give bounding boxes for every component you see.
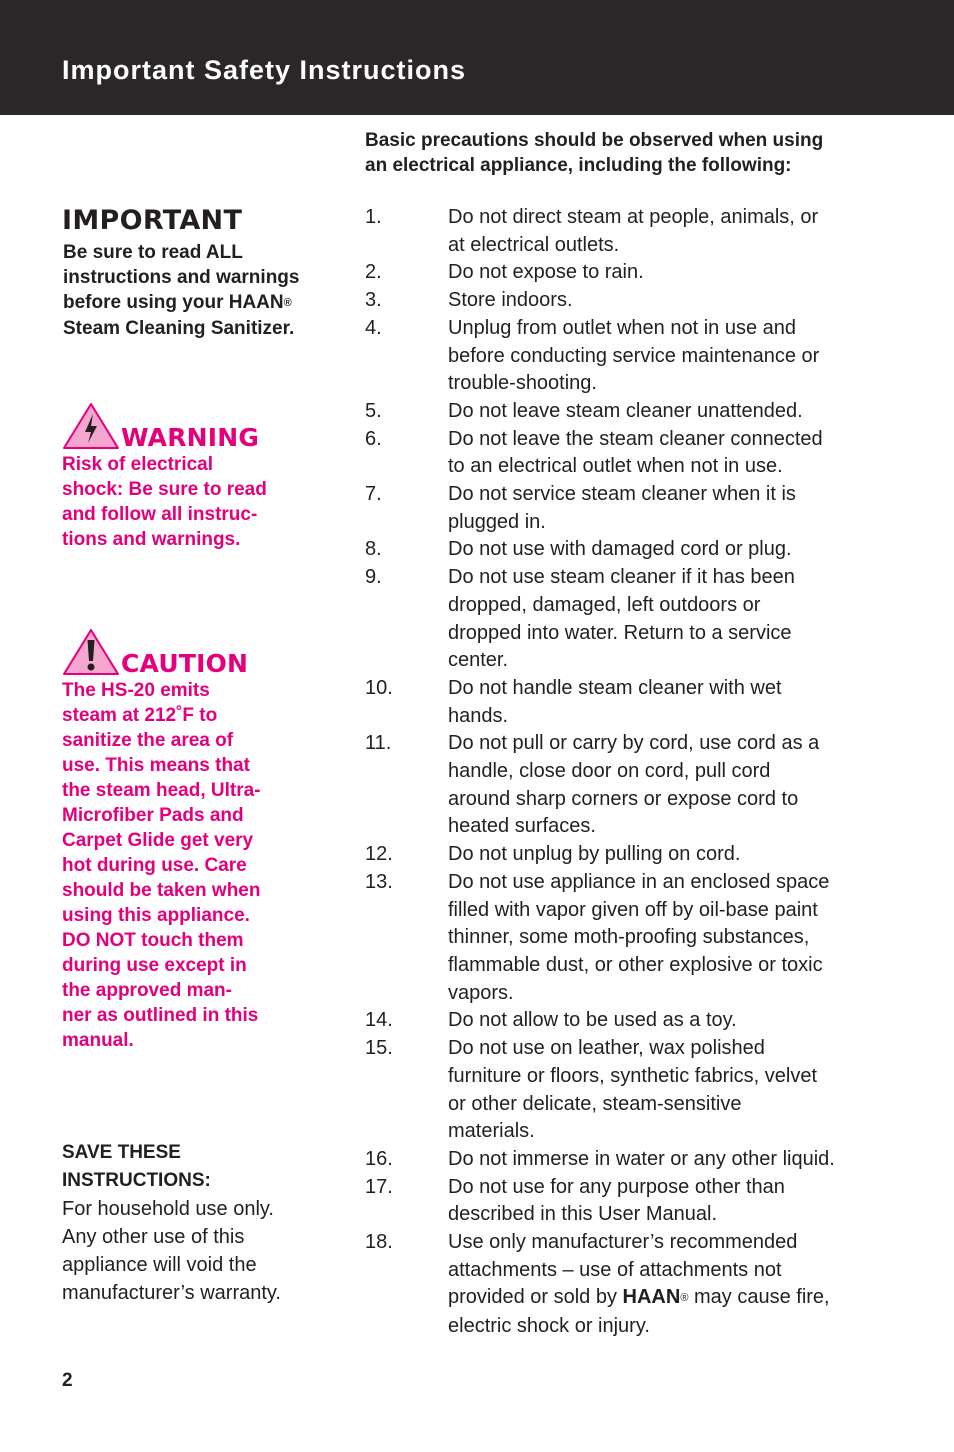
- item-number: 12.: [365, 843, 393, 866]
- list-item: [365, 398, 905, 426]
- header-bar: [0, 0, 954, 115]
- save-title: SAVE THESE INSTRUCTIONS:: [62, 1142, 211, 1191]
- item-text-post: may cause fire, electric shock or injury.: [448, 1286, 830, 1338]
- item-text: Do not expose to rain.: [448, 261, 644, 284]
- list-item: [365, 841, 905, 869]
- save-instructions-block: [62, 1139, 342, 1307]
- item-text: Do not leave steam cleaner unattended.: [448, 399, 803, 422]
- item-number: 11.: [365, 732, 392, 755]
- item-number: 14.: [365, 1009, 393, 1032]
- item-number: 4.: [365, 316, 382, 339]
- item-text: Do not use appliance in an enclosed space filled with vapor given off by oil-base paint thinner, some moth-proofing substances, flammable dust, or other explosive or toxic vapors.: [448, 870, 830, 1004]
- registered-mark: ®: [680, 1292, 689, 1305]
- exclamation-triangle-icon: [62, 628, 120, 676]
- item-text: Do not immerse in water or any other liquid.: [448, 1147, 835, 1170]
- item-text: Do not pull or carry by cord, use cord as a handle, close door on cord, pull cord around sharp corners or expose cord to heated surfaces.: [448, 732, 820, 838]
- important-line-1: Be sure to read ALL: [63, 242, 243, 263]
- list-item: [365, 287, 905, 315]
- save-text: For household use only. Any other use of this appliance will void the manufacturer’s warranty.: [62, 1198, 281, 1304]
- precautions-column: [365, 128, 905, 1338]
- caution-block: [62, 628, 332, 1053]
- caution-title: CAUTION: [121, 649, 249, 678]
- list-item: [365, 1007, 905, 1035]
- list-item: [365, 730, 905, 841]
- item-text: Do not handle steam cleaner with wet hands.: [448, 676, 782, 727]
- list-item: [365, 536, 905, 564]
- item-number: 9.: [365, 566, 382, 589]
- item-text: Unplug from outlet when not in use and before conducting service maintenance or trouble-shooting.: [448, 316, 820, 395]
- item-text: Do not direct steam at people, animals, or at electrical outlets.: [448, 206, 819, 256]
- brand-name: HAAN: [622, 1286, 681, 1309]
- important-line-3: before using your HAAN: [63, 292, 284, 313]
- registered-mark: ®: [283, 297, 292, 309]
- precautions-list: [365, 204, 905, 1341]
- item-number: 16.: [365, 1147, 393, 1170]
- item-text: Store indoors.: [448, 289, 573, 312]
- page-number: 2: [62, 1370, 73, 1391]
- list-item: [365, 1146, 905, 1174]
- list-item: [365, 675, 905, 730]
- item-number: 15.: [365, 1037, 393, 1060]
- important-text: [63, 240, 333, 341]
- item-number: 1.: [365, 206, 382, 228]
- warning-title: WARNING: [121, 423, 260, 452]
- precautions-intro: Basic precautions should be observed when using an electrical appliance, including the following:: [365, 130, 824, 176]
- item-number: 3.: [365, 289, 382, 312]
- important-heading: IMPORTANT: [62, 205, 243, 236]
- list-item: [365, 564, 905, 675]
- list-item: [365, 426, 905, 481]
- item-number: 2.: [365, 261, 382, 284]
- item-number: 8.: [365, 538, 382, 561]
- list-item: [365, 259, 905, 287]
- item-number: 18.: [365, 1231, 393, 1254]
- item-text: [448, 1229, 905, 1341]
- item-number: 17.: [365, 1175, 393, 1198]
- item-number: 10.: [365, 676, 393, 699]
- list-item: [365, 481, 905, 536]
- list-item: [365, 1229, 905, 1341]
- list-item: [365, 204, 905, 259]
- item-number: 5.: [365, 399, 382, 422]
- list-item: [365, 1174, 905, 1229]
- list-item: [365, 315, 905, 398]
- item-number: 7.: [365, 483, 382, 506]
- important-line-4: Steam Cleaning Sanitizer.: [63, 318, 295, 339]
- item-text: Do not use steam cleaner if it has been dropped, damaged, left outdoors or dropped into water. Return to a service center.: [448, 566, 795, 672]
- item-text: Do not unplug by pulling on cord.: [448, 843, 741, 866]
- item-text: Do not use on leather, wax polished furniture or floors, synthetic fabrics, velvet or other delicate, steam-sensitive materials.: [448, 1037, 818, 1143]
- caution-text: The HS-20 emits steam at 212˚F to sanitize the area of use. This means that the steam head, Ultra- Microfiber Pads and Carpet Glide get very hot during use. Care should be taken when using this appliance. DO NOT touch them during use except in the approved man- ner as outlined in this manual.: [62, 680, 261, 1051]
- list-item: [365, 869, 905, 1008]
- item-number: 13.: [365, 870, 393, 893]
- lightning-triangle-icon: [62, 402, 120, 450]
- item-text: Do not service steam cleaner when it is plugged in.: [448, 483, 796, 533]
- item-number: 6.: [365, 427, 382, 450]
- page-title: Important Safety Instructions: [62, 55, 467, 85]
- warning-text: Risk of electrical shock: Be sure to read and follow all instruc- tions and warnings.: [62, 454, 267, 550]
- item-text: Do not use for any purpose other than described in this User Manual.: [448, 1175, 785, 1226]
- item-text: Do not use with damaged cord or plug.: [448, 538, 792, 561]
- item-text-pre: Use only manufacturer’s recommended attachments – use of attachments not provided or sold by: [448, 1231, 798, 1309]
- item-text: Do not leave the steam cleaner connected to an electrical outlet when not in use.: [448, 427, 823, 478]
- important-line-2: instructions and warnings: [63, 267, 300, 288]
- warning-block: [62, 402, 332, 552]
- list-item: [365, 1035, 905, 1146]
- item-text: Do not allow to be used as a toy.: [448, 1009, 737, 1032]
